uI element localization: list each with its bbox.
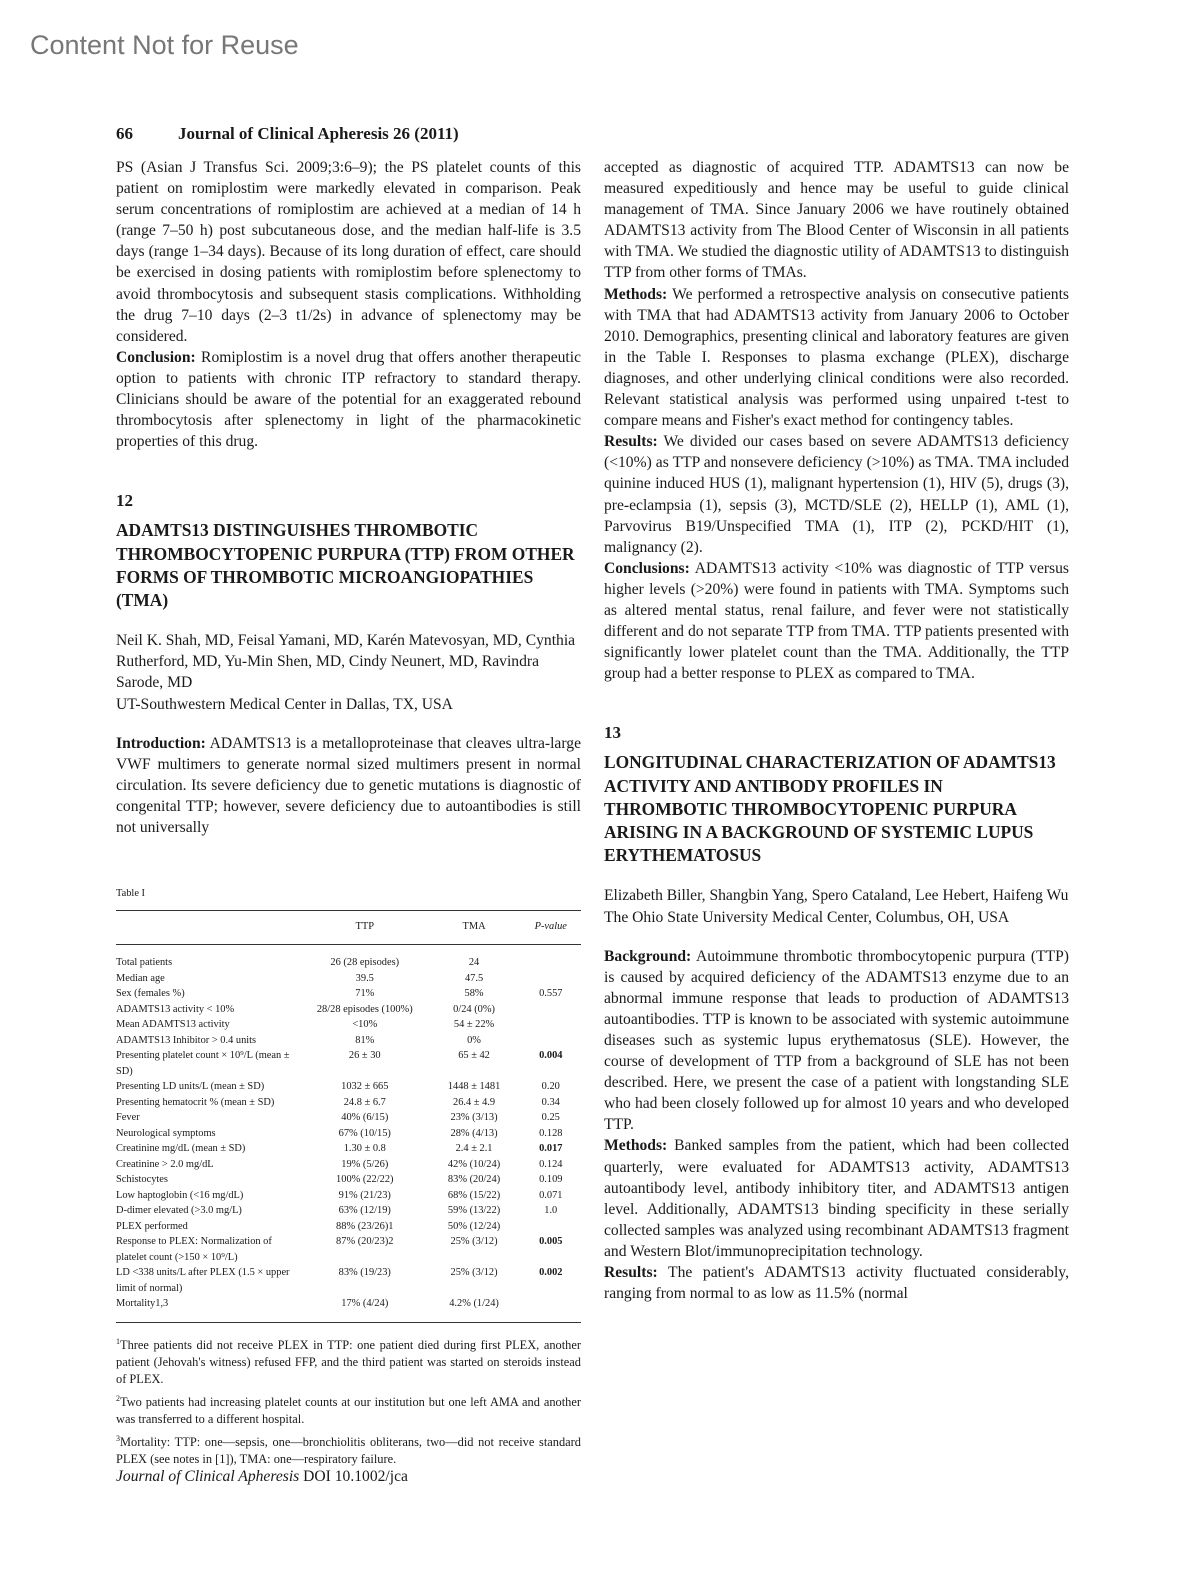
table-row xyxy=(116,1188,581,1204)
table-row xyxy=(116,1079,581,1095)
abstract-12-number: 12 xyxy=(116,491,133,511)
table-cell: 0.128 xyxy=(539,1127,563,1139)
table-row xyxy=(116,1157,581,1173)
table-cell: ADAMTS13 activity < 10% xyxy=(116,1003,235,1015)
table-cell: 91% (21/23) xyxy=(338,1189,391,1201)
results-text: The patient's ADAMTS13 activity fluctuated considerably, ranging from normal to as low as 11.5% (normal xyxy=(604,1264,1069,1303)
table-cell: 25% (3/12) xyxy=(450,1236,498,1247)
conclusions-text: ADAMTS13 activity <10% was diagnostic of TTP versus higher levels (>20%) were found in patients with TMA. Symptoms such as altered mental status, renal failure, and fever were not statistically different and do not separate TTP from TMA. TTP patients presented with significantly lower platelet count than the TMA. Additionally, the TTP group had a better response to PLEX as compared to TMA. xyxy=(604,559,1069,683)
conclusion-paragraph xyxy=(116,347,581,452)
table-row xyxy=(116,971,581,987)
methods-label: Methods: xyxy=(604,285,668,303)
table-header-row xyxy=(116,910,581,945)
table-cell: LD <338 units/L after PLEX (1.5 × upper limit of normal) xyxy=(116,1267,290,1294)
introduction-text: ADAMTS13 is a metalloproteinase that cleaves ultra-large VWF multimers to generate normal sized multimers present in normal circulation. Its severe deficiency due to genetic mutations is diagnostic of congenital TTP; however, severe deficiency due to autoantibodies is still not universally xyxy=(116,734,581,836)
table-cell: 17% (4/24) xyxy=(302,1296,428,1322)
table-cell: 0/24 (0%) xyxy=(453,1003,495,1015)
table-cell: 4.2% (1/24) xyxy=(428,1296,521,1322)
table-cell: Sex (females %) xyxy=(116,988,185,999)
table-cell: 65 ± 42 xyxy=(458,1050,490,1061)
table-cell: 19% (5/26) xyxy=(341,1158,389,1170)
table-cell: Creatinine mg/dL (mean ± SD) xyxy=(116,1143,246,1154)
table-cell: Schistocytes xyxy=(116,1174,168,1185)
table-row xyxy=(116,1172,581,1188)
table-row xyxy=(116,986,581,1002)
table-cell: 0.109 xyxy=(539,1174,563,1185)
results-label: Results: xyxy=(604,433,658,451)
watermark: Content Not for Reuse xyxy=(30,30,299,60)
left-column xyxy=(116,157,581,838)
results-paragraph xyxy=(604,431,1069,558)
table-row xyxy=(116,1002,581,1018)
table-cell: Total patients xyxy=(116,957,173,968)
methods-text: We performed a retrospective analysis on consecutive patients with TMA that had ADAMTS13 activity from January 2006 to October 2010. Demographics, presenting clinical and laboratory features are given in the Table I. Responses to plasma exchange (PLEX), discharge diagnoses, and other underlying clinical conditions were also recorded. Relevant statistical analysis was performed using unpaired t-test to compare means and Fisher's exact method for contingency tables. xyxy=(604,285,1069,430)
table-cell: Neurological symptoms xyxy=(116,1127,216,1139)
table-cell: 81% xyxy=(355,1034,375,1046)
abstract-12-authors: Neil K. Shah, MD, Feisal Yamani, MD, Karén Matevosyan, MD, Cynthia Rutherford, MD, Yu-Min Shen, MD, Cindy Neunert, MD, Ravindra Sarode, MD xyxy=(116,632,576,692)
table-cell: Median age xyxy=(116,972,165,984)
table-cell: 83% (20/24) xyxy=(447,1174,501,1185)
table-cell: 1032 ± 665 xyxy=(341,1081,389,1092)
background-text: Autoimmune thrombotic thrombocytopenic purpura (TTP) is caused by acquired deficiency of the ADAMTS13 enzyme due to an abnormal immune response that leads to production of ADAMTS13 autoantibodies. TTP is known to be associated with systemic autoimmune diseases such as systemic lupus erythematosus (SLE). However, the course of development of TTP from a background of SLE has not been described. Here, we present the case of a patient with longstanding SLE who had been closely followed up for almost 10 years and who developed TTP. xyxy=(604,947,1069,1134)
table-cell: 0.002 xyxy=(539,1267,563,1278)
conclusion-label: Conclusion: xyxy=(116,348,196,366)
table-body xyxy=(116,945,581,1323)
table-cell: 26.4 ± 4.9 xyxy=(453,1096,496,1108)
table-row xyxy=(116,1265,581,1296)
table-cell xyxy=(521,1033,581,1049)
abstract-12-affiliation: UT-Southwestern Medical Center in Dallas, TX, USA xyxy=(116,695,453,713)
table-cell: D-dimer elevated (>3.0 mg/L) xyxy=(116,1205,242,1216)
data-table xyxy=(116,910,581,1323)
page-number: 66 xyxy=(116,124,133,143)
table-header-cell xyxy=(116,910,302,945)
results-text: We divided our cases based on severe ADAMTS13 deficiency (<10%) as TTP and nonsevere deficiency (>10%) as TMA. TMA included quinine induced HUS (1), malignant hypertension (1), HIV (5), drugs (3), pre-eclampsia (1), sepsis (3), MCTD/SLE (2), HELLP (1), AML (1), Parvovirus B19/Unspecified TMA (1), ITP (2), PCKD/HIT (1), malignancy (2). xyxy=(604,433,1069,556)
table-cell: 83% (19/23) xyxy=(338,1267,391,1278)
abstract-12-title: ADAMTS13 DISTINGUISHES THROMBOTIC THROMBOCYTOPENIC PURPURA (TTP) FROM OTHER FORMS OF THROMBOTIC MICROANGIOPATHIES (TMA) xyxy=(116,520,575,611)
table-cell xyxy=(521,1002,581,1018)
table-cell: Fever xyxy=(116,1112,140,1123)
conclusions-paragraph xyxy=(604,558,1069,685)
methods-label: Methods: xyxy=(604,1137,668,1155)
table-cell: 0.071 xyxy=(539,1189,563,1201)
table-cell: 100% (22/22) xyxy=(336,1174,394,1185)
table-cell: 42% (10/24) xyxy=(447,1158,501,1170)
table-cell: 0.557 xyxy=(539,988,563,999)
table-cell xyxy=(521,1296,581,1322)
table-cell: 28% (4/13) xyxy=(450,1127,498,1139)
table-cell: <10% xyxy=(352,1019,378,1030)
table-cell xyxy=(521,1017,581,1033)
table-cell: 1.0 xyxy=(544,1205,558,1216)
table-cell: Mean ADAMTS13 activity xyxy=(116,1019,230,1030)
table-cell: 1448 ± 1481 xyxy=(447,1081,501,1092)
table-cell: 0.25 xyxy=(541,1112,560,1123)
table-row xyxy=(116,1219,581,1235)
table-cell: 58% xyxy=(464,988,484,999)
table-header-cell: TMA xyxy=(428,910,521,945)
table-cell: 0.005 xyxy=(539,1236,563,1247)
table-cell: 54 ± 22% xyxy=(453,1019,495,1030)
methods-text: Banked samples from the patient, which had been collected quarterly, were evaluated for ADAMTS13 activity, ADAMTS13 autoantibody level, antibody inhibitory titer, and ADAMTS13 antigen level. Additionally, ADAMTS13 binding specificity in these serially collected samples was analyzed using recombinant ADAMTS13 fragment and Western Blot/immunoprecipitation technology. xyxy=(604,1137,1069,1260)
table-cell: 25% (3/12) xyxy=(450,1267,498,1278)
table-footnotes xyxy=(116,1333,581,1468)
table-cell: 24 xyxy=(468,957,480,968)
table-cell: 88% (23/26)1 xyxy=(336,1220,394,1232)
table-row xyxy=(116,945,581,971)
footer-doi: DOI 10.1002/jca xyxy=(299,1468,408,1485)
table-cell: Response to PLEX: Normalization of platelet count (>150 × 10⁹/L) xyxy=(116,1236,272,1263)
table-cell xyxy=(521,1219,581,1235)
table-header-cell: P-value xyxy=(521,910,581,945)
conclusions-label: Conclusions: xyxy=(604,559,690,577)
table-cell: 0.004 xyxy=(539,1050,563,1061)
methods-paragraph xyxy=(604,284,1069,432)
table-cell: 71% xyxy=(355,988,375,999)
table-cell: 0% xyxy=(467,1034,481,1046)
continued-paragraph: PS (Asian J Transfus Sci. 2009;3:6–9); the PS platelet counts of this patient on romiplostim were markedly elevated in comparison. Peak serum concentrations of romiplostim are achieved at a median of 14 h (range 7–50 h) post subcutaneous dose, and the median half-life is 3.5 days (range 1–34 days). Because of its long duration of effect, care should be exercised in dosing patients with romiplostim before splenectomy to avoid thrombocytosis and subsequent stasis complications. Withholding the drug 7–10 days (2–3 t1/2s) in advance of splenectomy may be considered. xyxy=(116,159,581,345)
table-cell: 59% (13/22) xyxy=(447,1205,501,1216)
table-cell: 26 (28 episodes) xyxy=(330,957,400,968)
table-cell: PLEX performed xyxy=(116,1220,188,1232)
table-row xyxy=(116,1048,581,1079)
table-cell: 2.4 ± 2.1 xyxy=(455,1143,493,1154)
abstract-13-affiliation: The Ohio State University Medical Center, Columbus, OH, USA xyxy=(604,908,1010,926)
table-1 xyxy=(116,886,581,1470)
table-cell: Presenting platelet count × 10⁹/L (mean ± SD) xyxy=(116,1050,290,1077)
table-row xyxy=(116,1017,581,1033)
table-cell: 68% (15/22) xyxy=(447,1189,501,1201)
table-cell: 63% (12/19) xyxy=(338,1205,391,1216)
abstract-13-number: 13 xyxy=(604,723,621,743)
table-cell: 1.30 ± 0.8 xyxy=(343,1143,386,1154)
table-cell: 26 ± 30 xyxy=(348,1050,381,1061)
table-cell: Presenting LD units/L (mean ± SD) xyxy=(116,1081,265,1092)
background-paragraph xyxy=(604,946,1069,1136)
introduction-paragraph xyxy=(116,733,581,838)
table-row xyxy=(116,1234,581,1265)
table-cell: 24.8 ± 6.7 xyxy=(343,1096,386,1108)
table-cell: Presenting hematocrit % (mean ± SD) xyxy=(116,1096,275,1108)
table-row xyxy=(116,1296,581,1322)
table-cell: ADAMTS13 Inhibitor > 0.4 units xyxy=(116,1034,257,1046)
results-label: Results: xyxy=(604,1264,658,1282)
table-cell: 28/28 episodes (100%) xyxy=(316,1003,413,1015)
table-cell: 0.20 xyxy=(541,1081,560,1092)
right-column xyxy=(604,157,1069,1304)
footer-journal: Journal of Clinical Apheresis xyxy=(116,1468,300,1485)
table-row xyxy=(116,1110,581,1126)
table-cell: 67% (10/15) xyxy=(338,1127,391,1139)
table-cell: 40% (6/15) xyxy=(341,1112,389,1123)
conclusion-text: Romiplostim is a novel drug that offers another therapeutic option to patients with chronic ITP refractory to standard therapy. Clinicians should be aware of the potential for an exaggerated rebound thrombocytosis after splenectomy in light of the pharmacokinetic properties of this drug. xyxy=(116,348,581,451)
table-row xyxy=(116,1126,581,1142)
table-caption: Table I xyxy=(116,888,145,899)
methods-paragraph xyxy=(604,1135,1069,1262)
table-cell: Creatinine > 2.0 mg/dL xyxy=(116,1158,214,1170)
introduction-label: Introduction: xyxy=(116,734,206,752)
table-cell: 0.34 xyxy=(541,1096,560,1108)
table-row xyxy=(116,1095,581,1111)
results-paragraph xyxy=(604,1262,1069,1304)
table-footnote: $^3$Mortality: TTP: one—sepsis, one—bronchiolitis obliterans, two—did not receive standard PLEX (see notes in [1]), TMA: one—respiratory failure. xyxy=(116,1433,581,1466)
table-cell xyxy=(521,945,581,971)
table-cell: 23% (3/13) xyxy=(450,1112,498,1123)
table-row xyxy=(116,1141,581,1157)
table-cell: 0.017 xyxy=(539,1143,563,1154)
continued-paragraph: accepted as diagnostic of acquired TTP. ADAMTS13 can now be measured expeditiously and hence may be useful to guide clinical management of TMA. Since January 2006 we have routinely obtained ADAMTS13 activity from The Blood Center of Wisconsin in all patients with TMA. We studied the diagnostic utility of ADAMTS13 to distinguish TTP from other forms of TMAs. xyxy=(604,159,1069,282)
table-row xyxy=(116,1203,581,1219)
table-footnote: $^2$Two patients had increasing platelet counts at our institution but one left AMA and another was transferred to a different hospital. xyxy=(116,1393,581,1426)
background-label: Background: xyxy=(604,947,692,965)
table-footnote: $^1$Three patients did not receive PLEX in TTP: one patient died during first PLEX, another patient (Jehovah's witness) refused FFP, and the third patient was started on steroids instead of PLEX. xyxy=(116,1336,581,1386)
table-cell: 47.5 xyxy=(464,972,484,984)
page-footer xyxy=(116,1468,408,1486)
table-cell xyxy=(521,971,581,987)
abstract-13-title: LONGITUDINAL CHARACTERIZATION OF ADAMTS13 ACTIVITY AND ANTIBODY PROFILES IN THROMBOTIC THROMBOCYTOPENIC PURPURA ARISING IN A BACKGROUND OF SYSTEMIC LUPUS ERYTHEMATOSUS xyxy=(604,752,1056,866)
table-cell: 0.124 xyxy=(539,1158,563,1170)
table-cell: 39.5 xyxy=(355,972,374,984)
abstract-13-authors: Elizabeth Biller, Shangbin Yang, Spero Cataland, Lee Hebert, Haifeng Wu xyxy=(604,887,1069,905)
table-cell: 50% (12/24) xyxy=(447,1220,501,1232)
journal-issue: Journal of Clinical Apheresis 26 (2011) xyxy=(178,124,459,143)
table-cell: 87% (20/23)2 xyxy=(336,1236,394,1247)
table-cell: Low haptoglobin (<16 mg/dL) xyxy=(116,1189,244,1201)
table-header-cell: TTP xyxy=(302,910,428,945)
table-row xyxy=(116,1033,581,1049)
table-cell: Mortality1,3 xyxy=(116,1296,302,1322)
running-head xyxy=(116,124,459,144)
